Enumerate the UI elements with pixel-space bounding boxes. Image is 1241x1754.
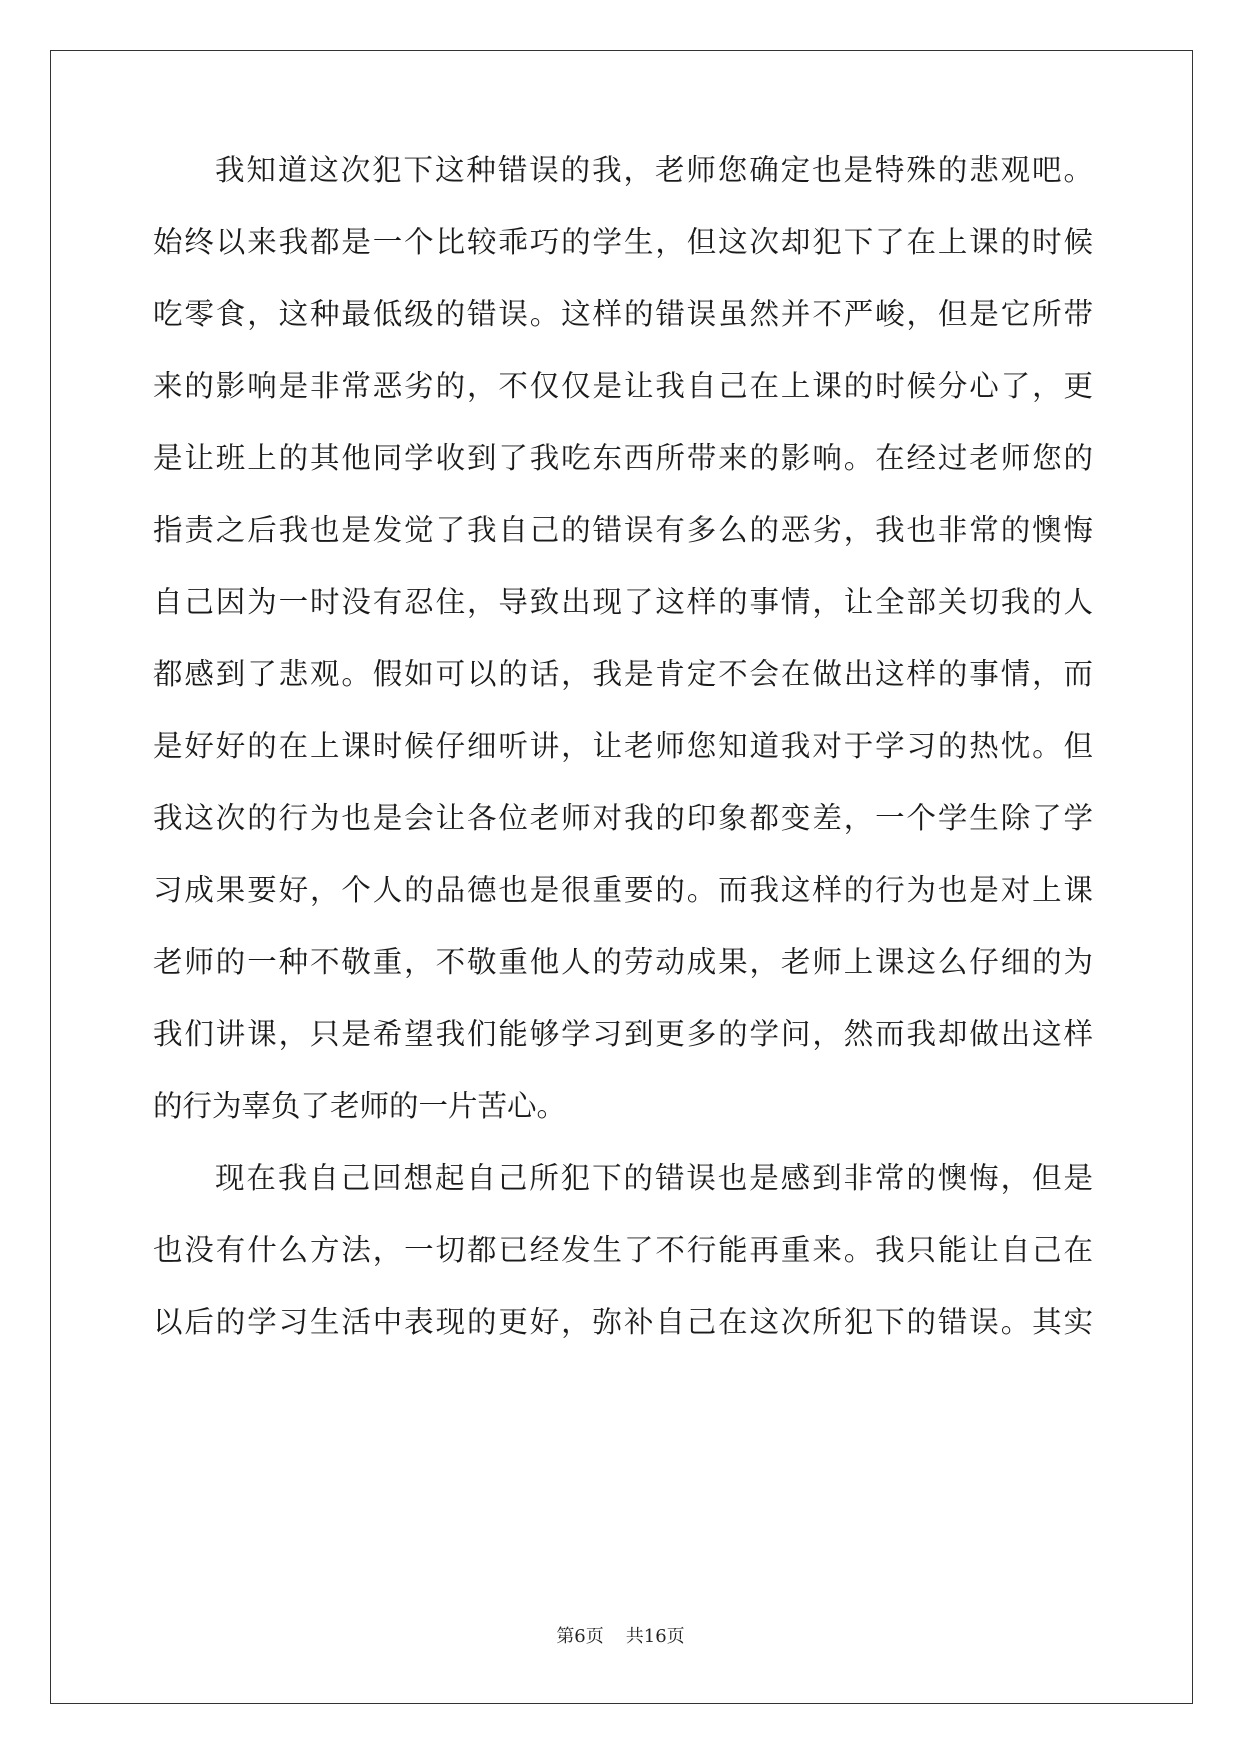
text-line: 的行为辜负了老师的一片苦心。 — [153, 1089, 567, 1123]
text-line: 来的影响是非常恶劣的，不仅仅是让我自己在上课的时候分心了，更 — [153, 369, 1093, 403]
text-line: 吃零食，这种最低级的错误。这样的错误虽然并不严峻，但是它所带 — [153, 297, 1093, 331]
page-total: 共16页 — [625, 1626, 685, 1647]
text-line: 以后的学习生活中表现的更好，弥补自己在这次所犯下的错误。其实 — [153, 1305, 1093, 1339]
text-line: 我知道这次犯下这种错误的我，老师您确定也是特殊的悲观吧。 — [215, 153, 1093, 187]
text-line: 指责之后我也是发觉了我自己的错误有多么的恶劣，我也非常的懊悔 — [153, 513, 1093, 547]
text-line: 是好好的在上课时候仔细听讲，让老师您知道我对于学习的热忱。但 — [153, 729, 1093, 763]
text-line: 习成果要好，个人的品德也是很重要的。而我这样的行为也是对上课 — [153, 873, 1093, 907]
text-line: 我们讲课，只是希望我们能够学习到更多的学问，然而我却做出这样 — [153, 1017, 1093, 1051]
text-line: 自己因为一时没有忍住，导致出现了这样的事情，让全部关切我的人 — [153, 585, 1093, 619]
page-number: 第6页 — [556, 1626, 604, 1647]
text-line: 现在我自己回想起自己所犯下的错误也是感到非常的懊悔，但是 — [215, 1161, 1093, 1195]
text-line: 我这次的行为也是会让各位老师对我的印象都变差，一个学生除了学 — [153, 801, 1093, 835]
text-line: 都感到了悲观。假如可以的话，我是肯定不会在做出这样的事情，而 — [153, 657, 1093, 691]
text-line: 也没有什么方法，一切都已经发生了不行能再重来。我只能让自己在 — [153, 1233, 1093, 1267]
page-footer — [0, 1622, 1241, 1648]
text-line: 始终以来我都是一个比较乖巧的学生，但这次却犯下了在上课的时候 — [153, 225, 1093, 259]
text-line: 是让班上的其他同学收到了我吃东西所带来的影响。在经过老师您的 — [153, 441, 1093, 475]
text-line: 老师的一种不敬重，不敬重他人的劳动成果，老师上课这么仔细的为 — [153, 945, 1093, 979]
